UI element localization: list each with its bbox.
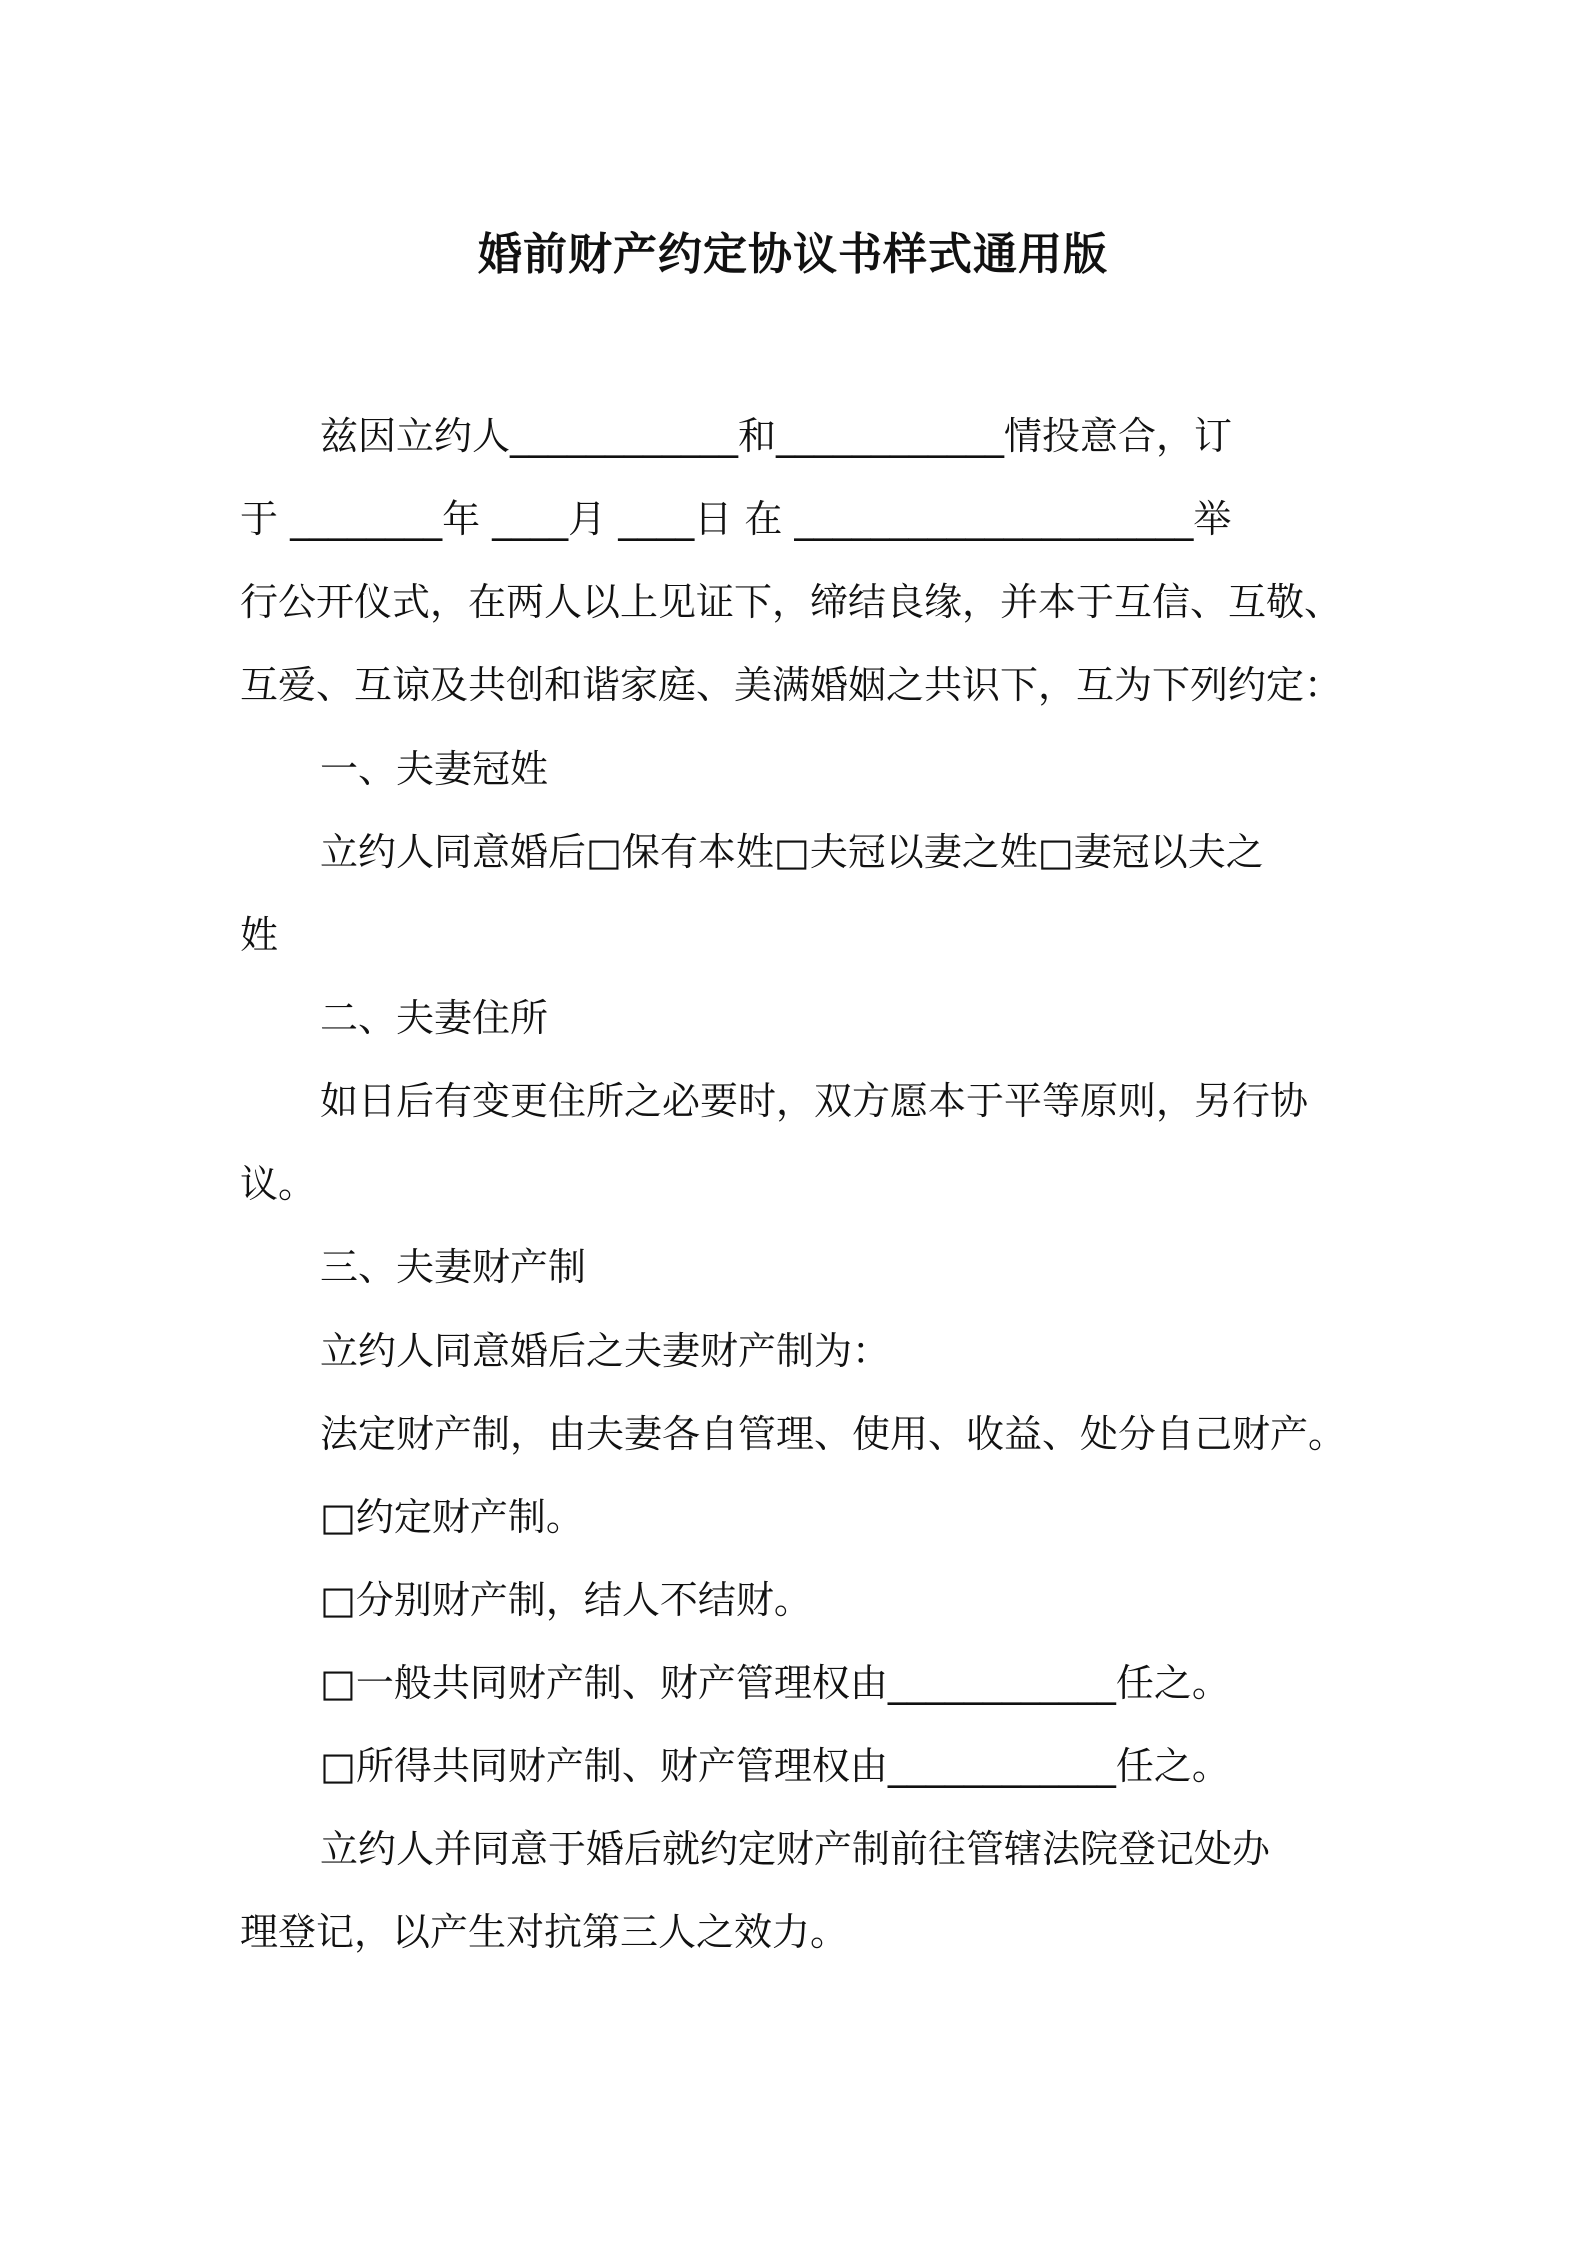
section-heading-residence: 二、夫妻住所 — [320, 996, 549, 1040]
document-title: 婚前财产约定协议书样式通用版 — [478, 229, 1108, 280]
preamble-line-3: 行公开仪式，在两人以上见证下，缔结良缘，并本于互信、互敬、 — [240, 580, 1343, 624]
section-heading-property: 三、夫妻财产制 — [320, 1245, 587, 1289]
surname-clause-line-1: 立约人同意婚后□保有本姓□夫冠以妻之姓□妻冠以夫之 — [320, 830, 1264, 874]
preamble-line-2: 于 ________年 ____月 ____日 在 _____________________举 — [240, 497, 1232, 541]
registration-clause-line-2: 理登记，以产生对抗第三人之效力。 — [240, 1910, 849, 1954]
property-option-statutory: 法定财产制，由夫妻各自管理、使用、收益、处分自己财产。 — [320, 1412, 1347, 1456]
preamble-line-1: 兹因立约人____________和____________情投意合，订 — [320, 414, 1233, 458]
property-option-separate: □分别财产制，结人不结财。 — [320, 1578, 812, 1622]
property-intro: 立约人同意婚后之夫妻财产制为： — [320, 1329, 891, 1373]
preamble-line-4: 互爱、互谅及共创和谐家庭、美满婚姻之共识下，互为下列约定： — [240, 663, 1343, 707]
property-option-agreed: □约定财产制。 — [320, 1495, 584, 1539]
property-option-general-joint: □一般共同财产制、财产管理权由____________任之。 — [320, 1661, 1230, 1705]
property-option-income-joint: □所得共同财产制、财产管理权由____________任之。 — [320, 1744, 1230, 1788]
section-heading-surname: 一、夫妻冠姓 — [320, 747, 549, 791]
registration-clause-line-1: 立约人并同意于婚后就约定财产制前往管辖法院登记处办 — [320, 1827, 1271, 1871]
residence-clause-line-2: 议。 — [240, 1162, 317, 1206]
residence-clause-line-1: 如日后有变更住所之必要时，双方愿本于平等原则，另行协 — [320, 1079, 1309, 1123]
surname-clause-line-2: 姓 — [240, 913, 279, 957]
